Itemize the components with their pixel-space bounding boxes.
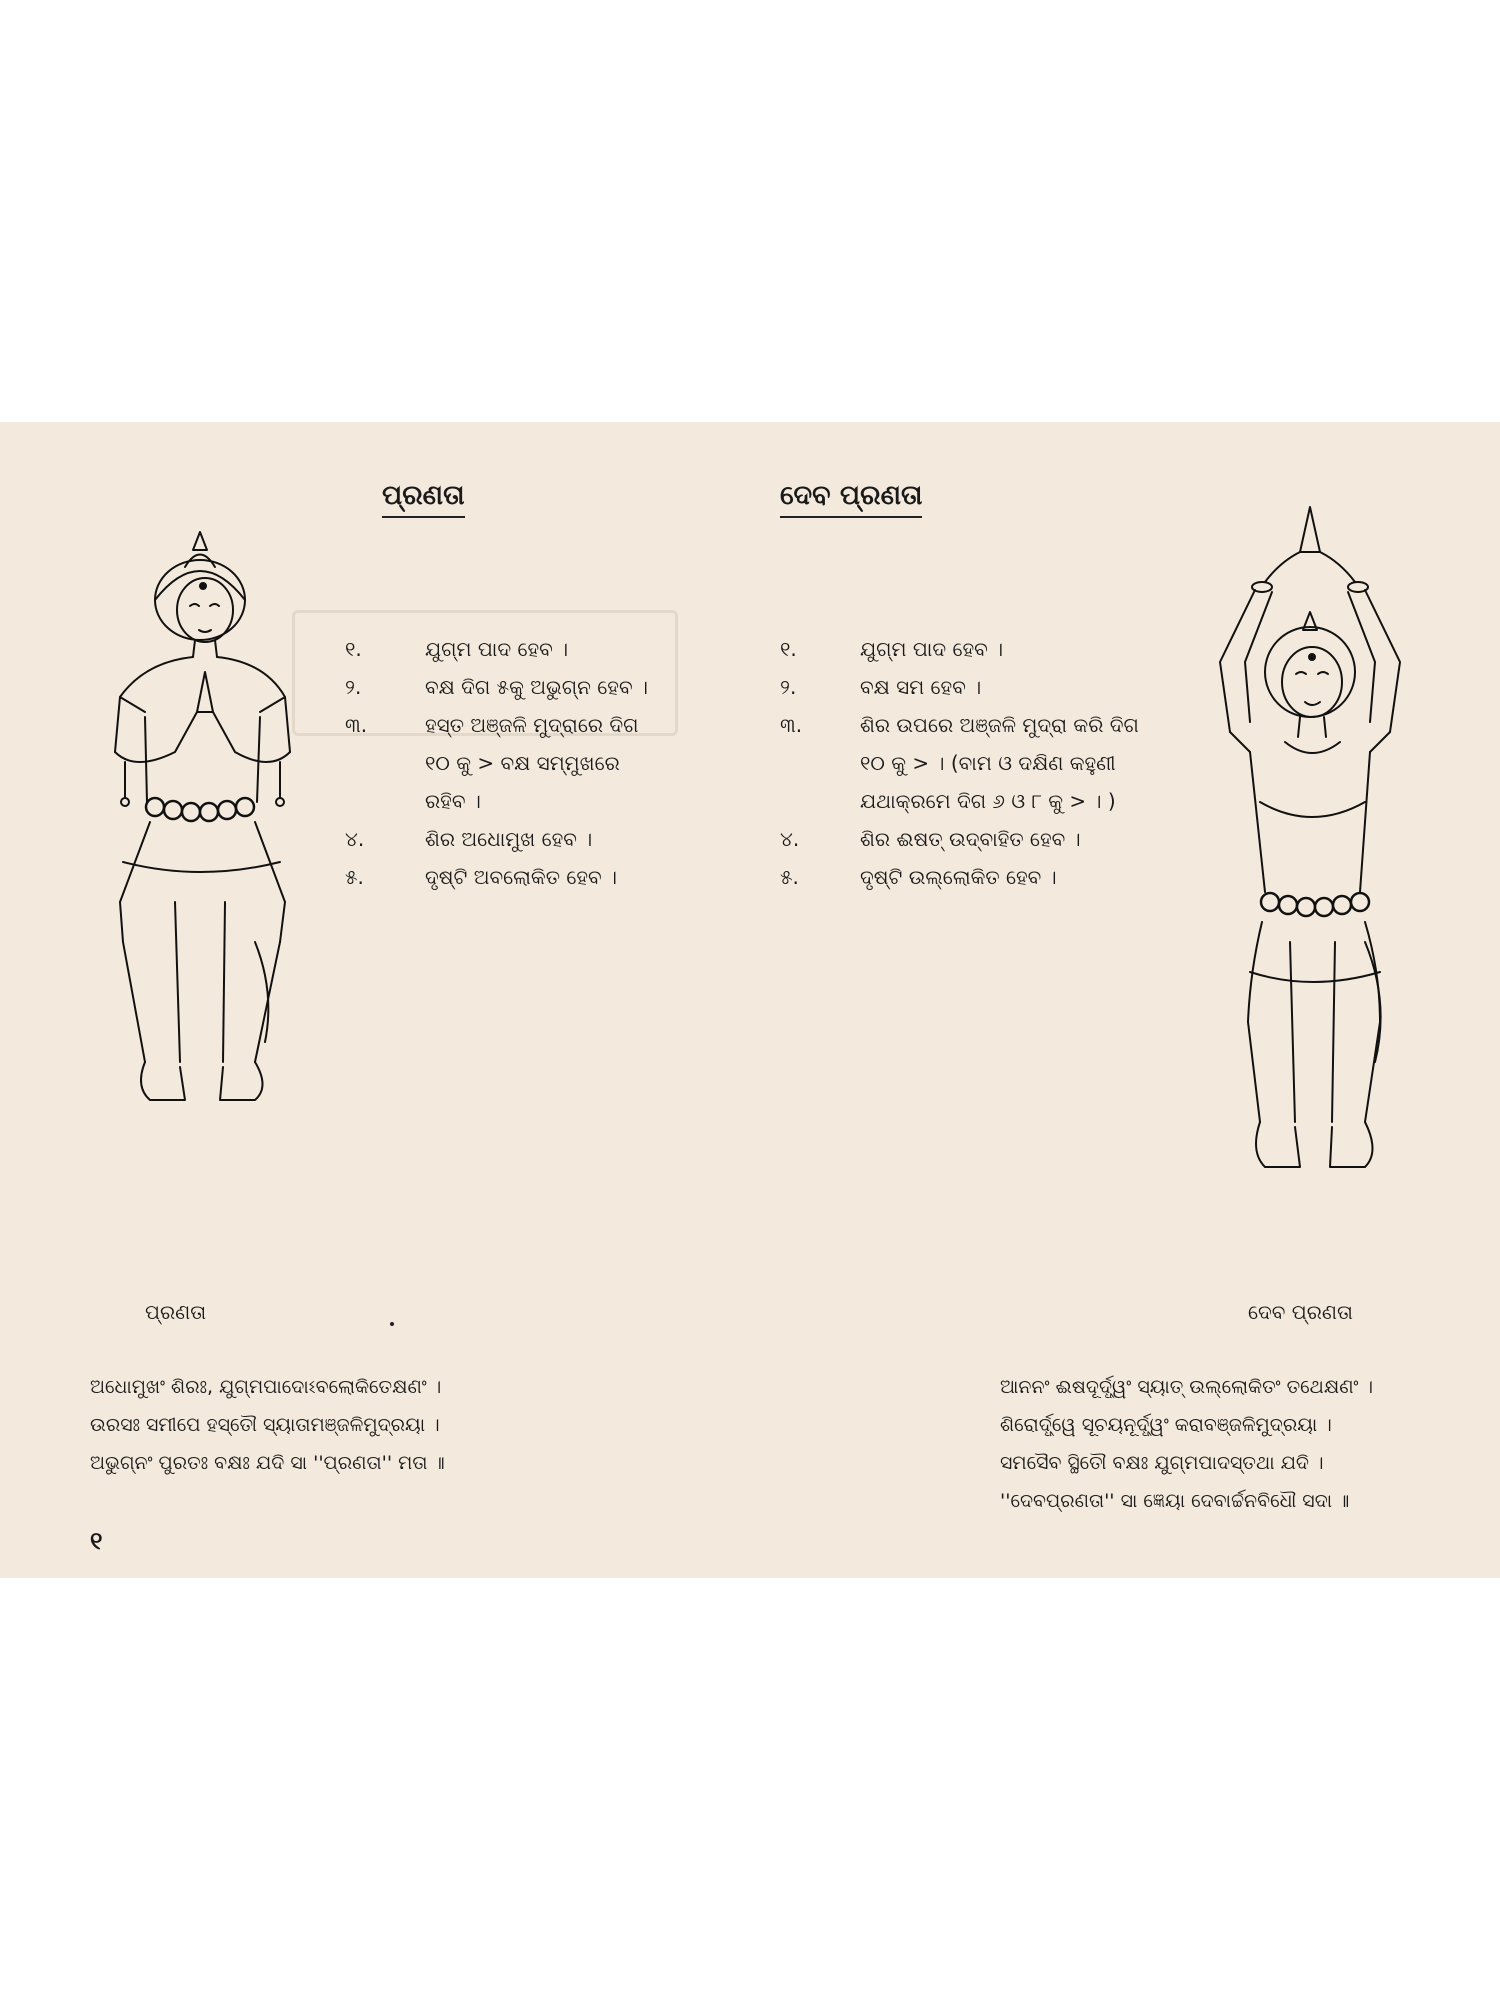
deva-pranata-dancer-illustration: [1190, 502, 1440, 1202]
stray-dot: [390, 1322, 394, 1326]
step-text: ଯୁଗ୍ମ ପାଦ ହେବ ।: [860, 637, 1004, 661]
title-pranata: ପ୍ରଣତା: [382, 480, 465, 518]
step-text: ଯୁଗ୍ମ ପାଦ ହେବ ।: [425, 637, 569, 661]
step-number: ୩.: [345, 713, 368, 737]
step-number: ୧.: [780, 637, 797, 661]
verse-right: [1000, 1368, 1373, 1520]
left-step-3-line-3: ରହିବ ।: [425, 789, 481, 813]
verse-right-line-3: ସମସୈବ ସ୍ଥିତୌ ବକ୍ଷଃ ଯୁଗ୍ମପାଦସ୍ତଥା ଯଦି ।: [1000, 1452, 1324, 1474]
verse-right-line-2: ଶିରୋର୍ଦ୍ଧ୍ୱେ ସୂଚୟନୂର୍ଦ୍ଧ୍ୱଂ କରାବଞ୍ଜଳିମୁଦ୍ରୟା ।: [1000, 1414, 1332, 1436]
step-text: ଶିର ଉପରେ ଅଞ୍ଜଳି ମୁଦ୍ରା କରି ଦିଗ: [860, 713, 1139, 737]
verse-right-line-1: ଆନନଂ ଈଷଦୂର୍ଦ୍ଧ୍ୱଂ ସ୍ୟାତ୍ ଉଲ୍ଲୋକିତଂ ତଥେକ୍ଷଣଂ ।: [1000, 1376, 1374, 1398]
step-number: ୪.: [780, 827, 800, 851]
right-step-1: [780, 630, 1139, 668]
left-step-3: [345, 706, 648, 744]
left-step-4: [345, 820, 648, 858]
right-step-3: [780, 706, 1139, 744]
right-step-3-line-3: ଯଥାକ୍ରମେ ଦିଗ ୬ ଓ ୮ କୁ > । ): [860, 789, 1116, 813]
caption-deva-pranata: ଦେବ ପ୍ରଣତା: [1248, 1300, 1353, 1324]
left-step-2: [345, 668, 648, 706]
step-number: ୨.: [345, 675, 362, 699]
right-step-3-line-2: ୧୦ କୁ > । (ବାମ ଓ ଦକ୍ଷିଣ କହୁଣୀ: [860, 751, 1116, 775]
title-deva-pranata: ଦେବ ପ୍ରଣତା: [780, 480, 922, 518]
left-step-3-line-2: ୧୦ କୁ > ବକ୍ଷ ସମ୍ମୁଖରେ: [425, 751, 620, 775]
step-text: ଦୃଷ୍ଟି ଅବଲୋକିତ ହେବ ।: [425, 865, 618, 889]
verse-left: [90, 1368, 445, 1482]
left-steps-list: [345, 630, 648, 896]
right-steps-list: [780, 630, 1139, 896]
book-page: [0, 422, 1500, 1578]
step-number: ୧.: [345, 637, 362, 661]
verse-left-line-1: ଅଧୋମୁଖଂ ଶିରଃ, ଯୁଗ୍ମପାଦୋଽବଲୋକିତେକ୍ଷଣଂ ।: [90, 1376, 442, 1398]
step-text: ବକ୍ଷ ଦିଗ ୫କୁ ଅଭୁଗ୍ନ ହେବ ।: [425, 675, 648, 699]
verse-left-line-2: ଉରସଃ ସମୀପେ ହସ୍ତୌ ସ୍ୟାତାମଞ୍ଜଳିମୁଦ୍ରୟା ।: [90, 1414, 440, 1436]
step-text: ଦୃଷ୍ଟି ଉଲ୍ଲୋକିତ ହେବ ।: [860, 865, 1057, 889]
left-step-1: [345, 630, 648, 668]
verse-right-line-4: ''ଦେବପ୍ରଣତା'' ସା ଜ୍ଞେୟା ଦେବାର୍ଚ୍ଚନବିଧୌ ସଦା ॥: [1000, 1490, 1350, 1512]
pranata-dancer-illustration: [75, 522, 345, 1122]
right-step-5: [780, 858, 1139, 896]
page-number: ୧: [90, 1527, 103, 1555]
step-text: ଶିର ଈଷତ୍ ଉଦ୍‌ବାହିତ ହେବ ।: [860, 827, 1081, 851]
step-number: ୩.: [780, 713, 803, 737]
step-number: ୪.: [345, 827, 365, 851]
step-number: ୫.: [345, 865, 364, 889]
left-step-5: [345, 858, 648, 896]
step-text: ହସ୍ତ ଅଞ୍ଜଳି ମୁଦ୍ରାରେ ଦିଗ: [425, 713, 639, 737]
step-text: ବକ୍ଷ ସମ ହେବ ।: [860, 675, 982, 699]
right-step-4: [780, 820, 1139, 858]
verse-left-line-3: ଅଭୁଗ୍ନଂ ପୁରତଃ ବକ୍ଷଃ ଯଦି ସା ''ପ୍ରଣତା'' ମତା ॥: [90, 1452, 445, 1474]
step-number: ୨.: [780, 675, 797, 699]
step-number: ୫.: [780, 865, 799, 889]
step-text: ଶିର ଅଧୋମୁଖ ହେବ ।: [425, 827, 593, 851]
right-step-2: [780, 668, 1139, 706]
caption-pranata: ପ୍ରଣତା: [145, 1300, 207, 1324]
